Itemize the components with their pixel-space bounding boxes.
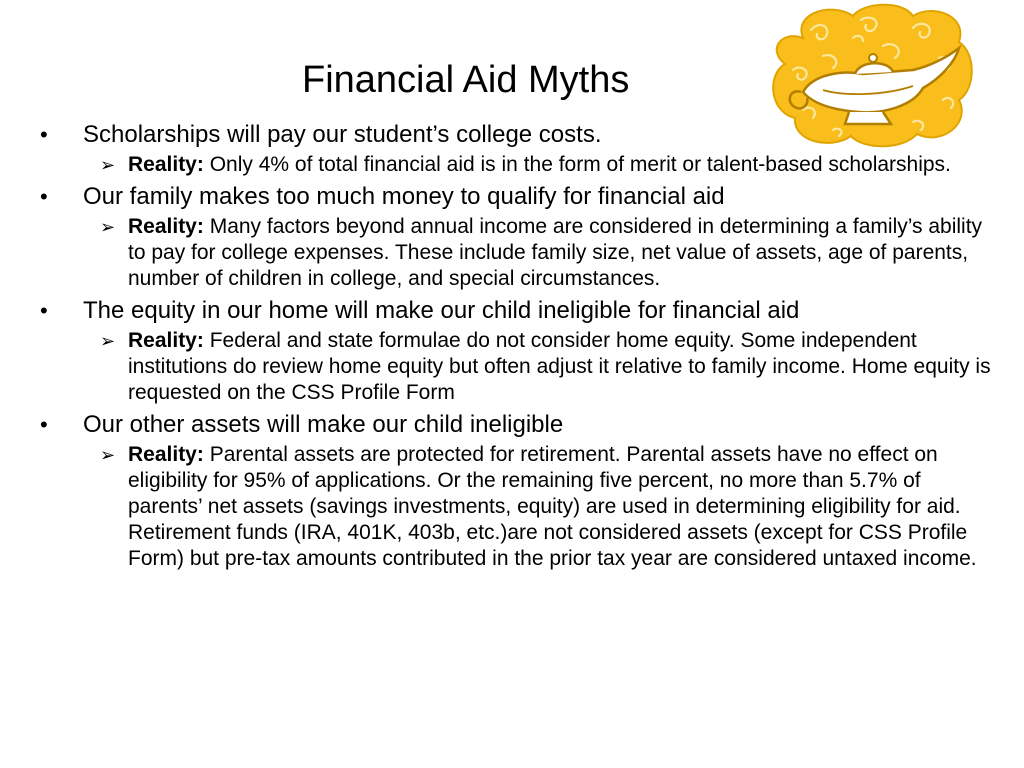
myth-text: The equity in our home will make our child ineligible for financial aid (83, 297, 800, 324)
myth-text: Our family makes too much money to qualify for financial aid (83, 183, 725, 210)
arrowhead-bullet-icon: ➢ (100, 445, 116, 465)
reality-label: Reality: (128, 329, 204, 352)
myth-item (40, 410, 1000, 440)
myth-text: Our other assets will make our child ineligible (83, 411, 564, 438)
myth-item (40, 120, 1000, 150)
myths-list (40, 120, 1000, 576)
slide-title: Financial Aid Myths (302, 59, 630, 101)
myth-item (40, 182, 1000, 212)
arrowhead-bullet-icon: ➢ (100, 217, 116, 237)
reality-text: Many factors beyond annual income are considered in determining a family’s ability to pay for college expenses. These include family size, net value of assets, age of parents, number of children in college, and special circumstances. (128, 215, 983, 290)
bullet-dot-icon: • (40, 122, 48, 147)
reality-item (100, 328, 998, 406)
reality-text: Parental assets are protected for retirement. Parental assets have no effect on eligibility for 95% of applications. Or the remaining five percent, no more than 5.7% of parents’ net assets (savings investments, equity) are used in determining eligibility for aid. Retirement funds (IRA, 401K, 403b, etc.)are not considered assets (except for CSS Profile Form) but pre-tax amounts contributed in the prior tax year are considered untaxed income. (128, 443, 977, 570)
reality-text: Only 4% of total financial aid is in the form of merit or talent-based scholarships. (209, 153, 951, 176)
bullet-dot-icon: • (40, 184, 48, 209)
bullet-dot-icon: • (40, 412, 48, 437)
myth-text: Scholarships will pay our student’s college costs. (83, 121, 602, 148)
arrowhead-bullet-icon: ➢ (100, 155, 116, 175)
reality-item (100, 442, 998, 572)
arrowhead-bullet-icon: ➢ (100, 331, 116, 351)
reality-item (100, 152, 998, 178)
reality-label: Reality: (128, 215, 204, 238)
reality-text: Federal and state formulae do not consider home equity. Some independent institutions do review home equity but often adjust it relative to family income. Home equity is requested on the CSS Profile Form (128, 329, 991, 404)
reality-label: Reality: (128, 153, 204, 176)
bullet-dot-icon: • (40, 298, 48, 323)
myth-item (40, 296, 1000, 326)
reality-label: Reality: (128, 443, 204, 466)
reality-item (100, 214, 998, 292)
